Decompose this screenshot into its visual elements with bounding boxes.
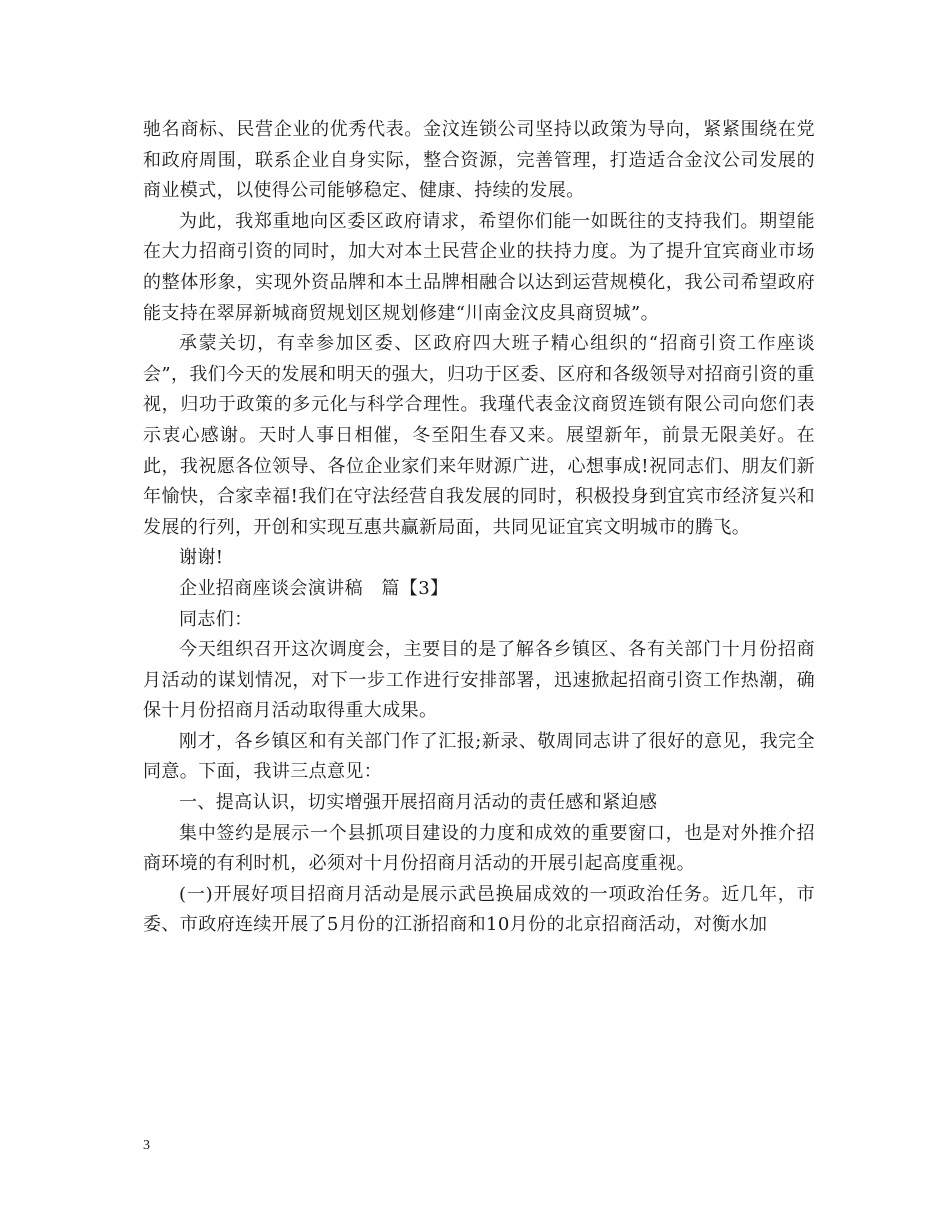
section-title: 企业招商座谈会演讲稿 篇【3】 [179, 577, 449, 599]
subheading: 一、提高认识，切实增强开展招商月活动的责任感和紧迫感 [179, 792, 658, 814]
salutation: 同志们： [179, 608, 253, 630]
paragraph: 集中签约是展示一个县抓项目建设的力度和成效的重要窗口，也是对外推介招商环境的有利时机，必须对十月份招商月活动的开展引起高度重视。 [143, 822, 815, 875]
document-body [143, 115, 815, 941]
paragraph: 刚才，各乡镇区和有关部门作了汇报;新录、敬周同志讲了很好的意见，我完全同意。下面，我讲三点意见： [143, 730, 815, 783]
paragraph: 为此，我郑重地向区委区政府请求，希望你们能一如既往的支持我们。期望能在大力招商引资的同时，加大对本土民营企业的扶持力度。为了提升宜宾商业市场的整体形象，实现外资品牌和本土品牌相融合以达到运营规模化，我公司希望政府能支持在翠屏新城商贸规划区规划修建“川南金汶皮具商贸城”。 [143, 210, 815, 324]
paragraph: 今天组织召开这次调度会，主要目的是了解各乡镇区、各有关部门十月份招商月活动的谋划情况，对下一步工作进行安排部署，迅速掀起招商引资工作热潮，确保十月份招商月活动取得重大成果。 [143, 639, 815, 722]
paragraph: 驰名商标、民营企业的优秀代表。金汶连锁公司坚持以政策为导向，紧紧围绕在党和政府周围，联系企业自身实际，整合资源，完善管理，打造适合金汶公司发展的商业模式，以使得公司能够稳定、健康、持续的发展。 [143, 119, 815, 202]
paragraph: 承蒙关切，有幸参加区委、区政府四大班子精心组织的“招商引资工作座谈会”，我们今天的发展和明天的强大，归功于区委、区府和各级领导对招商引资的重视，归功于政策的多元化与科学合理性。我瑾代表金汶商贸连锁有限公司向您们表示衷心感谢。天时人事日相催，冬至阳生春又来。展望新年，前景无限美好。在此，我祝愿各位领导、各位企业家们来年财源广进，心想事成!祝同志们、朋友们新年愉快，合家幸福!我们在守法经营自我发展的同时，积极投身到宜宾市经济复兴和发展的行列，开创和实现互惠共赢新局面，共同见证宜宾文明城市的腾飞。 [143, 333, 815, 538]
paragraph: (一)开展好项目招商月活动是展示武邑换届成效的一项政治任务。近几年，市委、市政府连续开展了5月份的江浙招商和10月份的北京招商活动，对衡水加 [143, 883, 815, 936]
page-number: 3 [143, 1138, 150, 1153]
closing-thanks: 谢谢! [179, 547, 224, 569]
